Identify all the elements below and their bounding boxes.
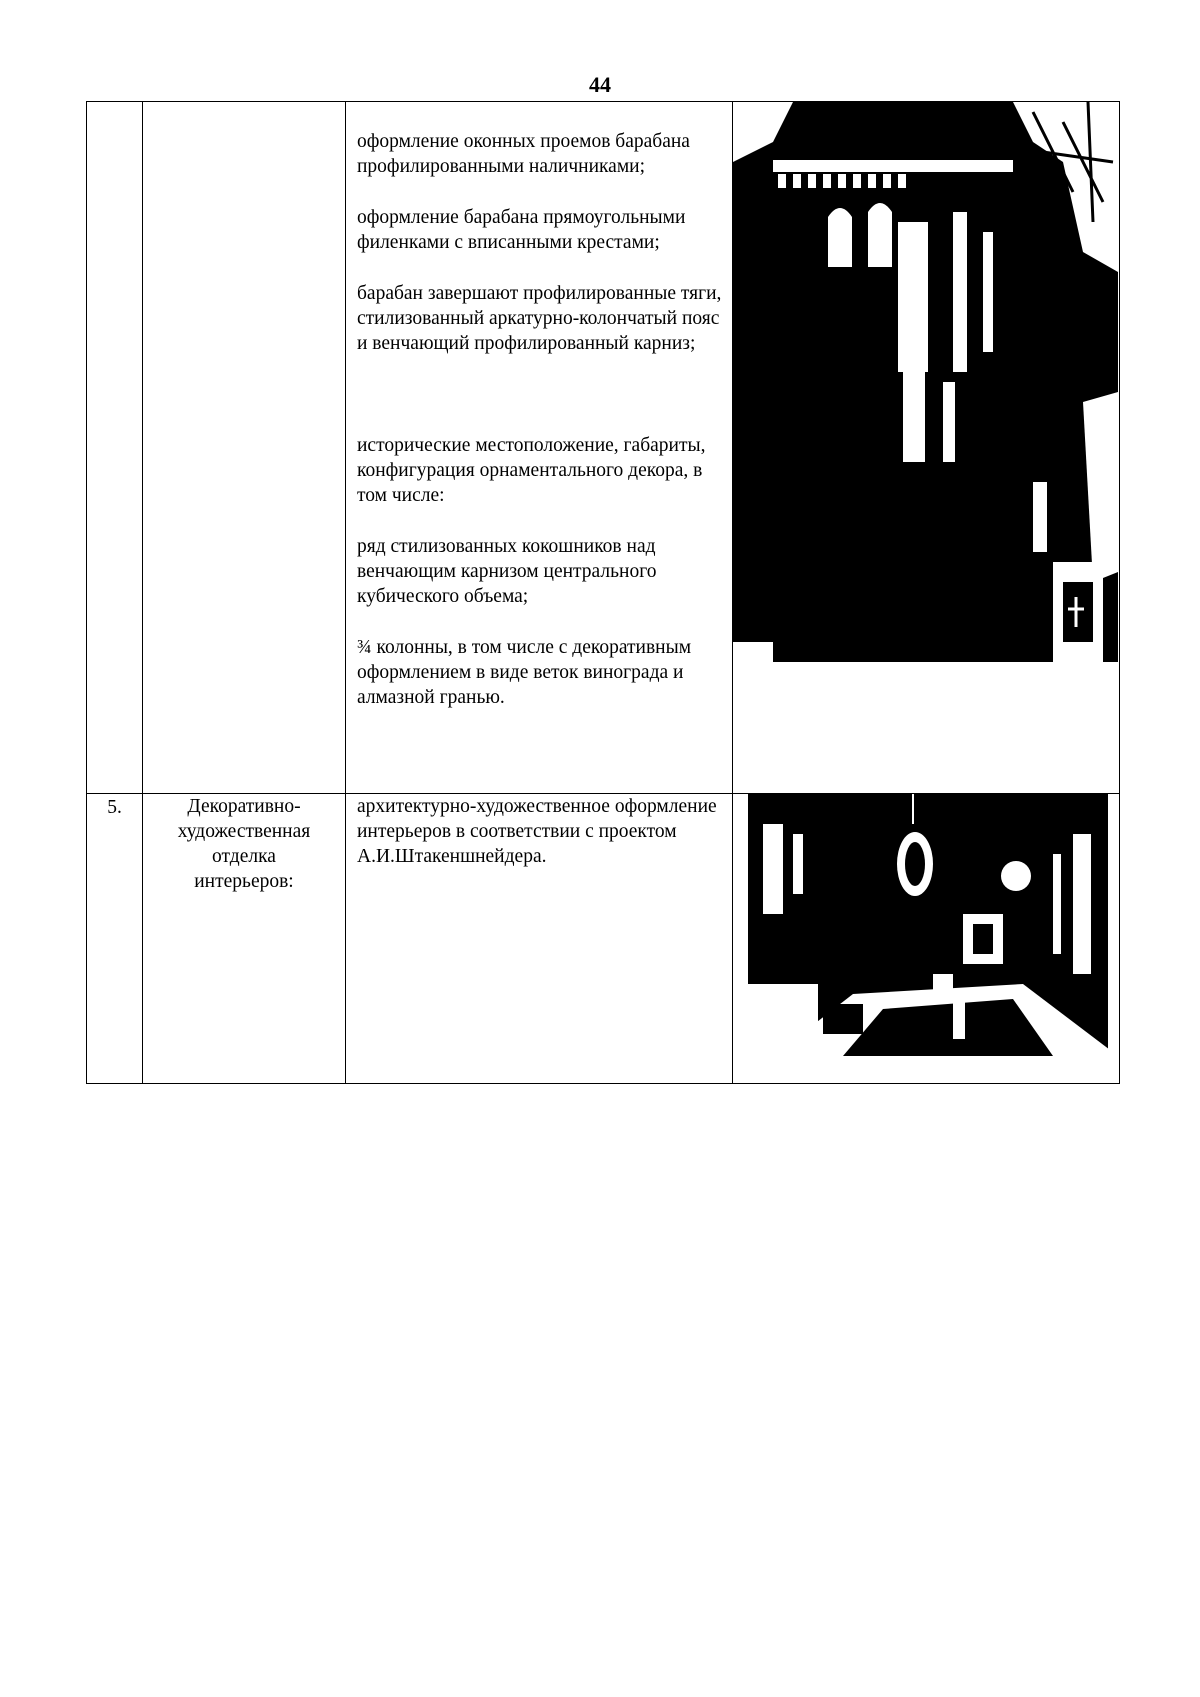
row-number-cell: 5. <box>87 794 143 1084</box>
church-interior-photo-icon <box>733 794 1118 1056</box>
element-name-line: отделка <box>212 846 276 867</box>
description-paragraph: архитектурно-художественное оформление интерьеров в соответствии с проектом А.И.Штакеншнейдера. <box>357 796 717 867</box>
description-paragraph: оформление барабана прямоугольными филенками с вписанными крестами; <box>357 207 686 253</box>
element-name-cell <box>143 794 346 1084</box>
element-name-line: художественная <box>177 821 311 842</box>
element-name-line: интерьеров: <box>194 871 294 892</box>
description-paragraph: барабан завершают профилированные тяги, стилизованный аркатурно-колончатый пояс и венчающий профилированный карниз; <box>357 283 722 354</box>
description-paragraph: ¾ колонны, в том числе с декоративным оформлением в виде веток винограда и алмазной гранью. <box>357 637 692 708</box>
table-row <box>87 794 1120 1084</box>
element-name-line: Декоративно- <box>187 796 301 817</box>
church-exterior-photo-icon <box>733 102 1118 667</box>
row-number-cell <box>87 102 143 794</box>
description-paragraph: исторические местоположение, габариты, конфигурация орнаментального декора, в том числе: <box>357 435 706 506</box>
page-number: 44 <box>589 72 611 97</box>
photo-cell <box>733 794 1120 1084</box>
element-name-cell <box>143 102 346 794</box>
description-paragraph: ряд стилизованных кокошников над венчающим карнизом центрального кубического объема; <box>357 536 657 607</box>
monument-elements-table <box>86 101 1120 1084</box>
photo-cell <box>733 102 1120 794</box>
table-row <box>87 102 1120 794</box>
description-cell <box>346 102 733 794</box>
description-cell <box>346 794 733 1084</box>
description-paragraph: оформление оконных проемов барабана профилированными наличниками; <box>357 131 690 177</box>
